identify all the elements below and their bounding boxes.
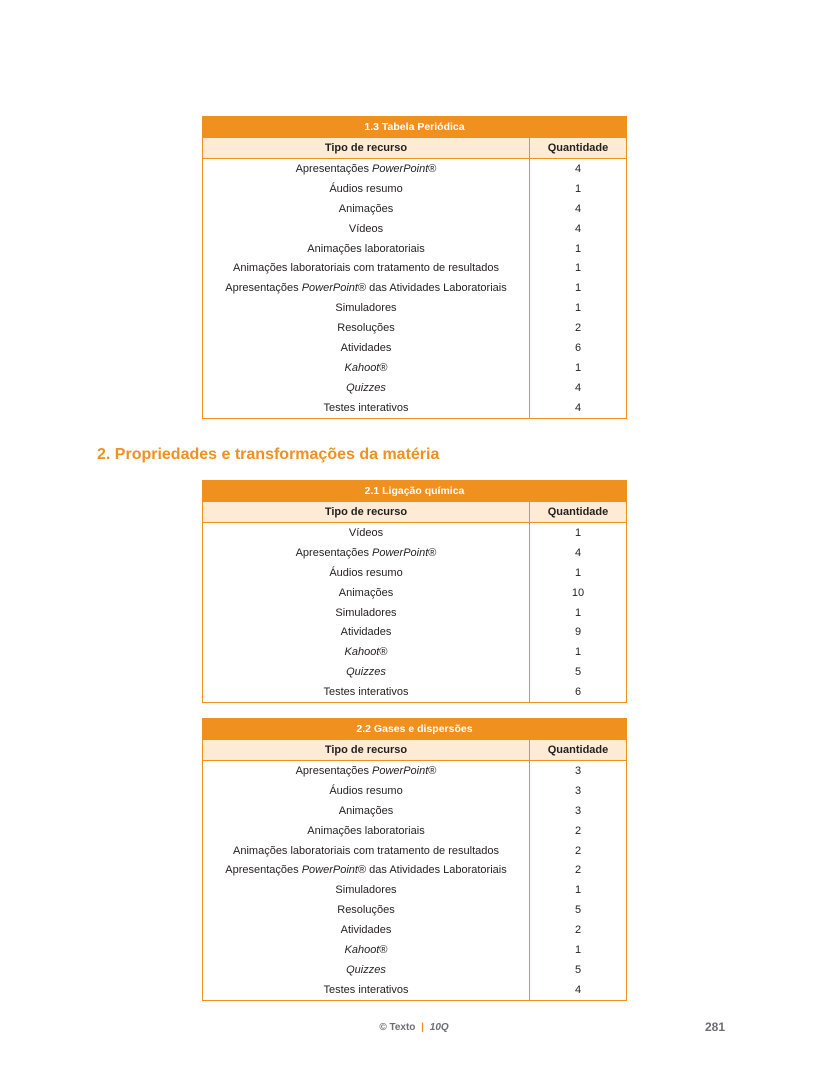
resource-table-gases-dispersoes [202, 718, 627, 1001]
resource-type-text: Resoluções [337, 904, 395, 917]
resource-type-brand: PowerPoint [372, 546, 429, 559]
resource-type-cell [203, 880, 530, 900]
resource-type-cell [203, 622, 530, 642]
quantity-cell: 1 [530, 358, 627, 378]
resource-type-cell [203, 523, 530, 543]
table-row [203, 980, 627, 1000]
resource-type-brand: Kahoot [344, 361, 380, 374]
footer-copyright: © Texto [379, 1022, 416, 1033]
resource-type-text: Resoluções [337, 322, 395, 335]
table-row [203, 278, 627, 298]
resource-type-cell [203, 318, 530, 338]
table-row [203, 841, 627, 861]
quantity-cell: 2 [530, 920, 627, 940]
footer-separator: | [421, 1022, 424, 1033]
table-row [203, 398, 627, 418]
resource-type-cell [203, 239, 530, 259]
resource-type-cell [203, 860, 530, 880]
quantity-cell: 9 [530, 622, 627, 642]
resource-type-cell [203, 358, 530, 378]
quantity-cell: 1 [530, 239, 627, 259]
table-row [203, 801, 627, 821]
quantity-cell: 4 [530, 980, 627, 1000]
quantity-cell: 1 [530, 603, 627, 623]
quantity-cell: 1 [530, 642, 627, 662]
resource-type-text: Apresentações [295, 546, 373, 559]
quantity-cell: 4 [530, 219, 627, 239]
page-number: 281 [705, 1020, 726, 1034]
resource-type-brand: PowerPoint [301, 282, 358, 295]
resource-type-cell [203, 920, 530, 940]
resource-type-text: Testes interativos [323, 401, 409, 414]
table-row [203, 358, 627, 378]
resource-type-cell [203, 821, 530, 841]
resource-type-cell [203, 298, 530, 318]
resource-type-text: Apresentações [295, 162, 373, 175]
resource-type-text: Atividades [340, 341, 392, 354]
quantity-cell: 4 [530, 543, 627, 563]
resource-type-text: Áudios resumo [329, 566, 403, 579]
table-row [203, 900, 627, 920]
table-row [203, 821, 627, 841]
resource-type-cell [203, 219, 530, 239]
table-row [203, 960, 627, 980]
resource-type-brand: Kahoot [344, 646, 380, 659]
resource-type-cell [203, 801, 530, 821]
table-row [203, 543, 627, 563]
quantity-cell: 2 [530, 860, 627, 880]
resource-type-cell [203, 761, 530, 781]
resource-type-text: Simuladores [335, 302, 397, 315]
quantity-cell: 4 [530, 378, 627, 398]
table-row [203, 239, 627, 259]
quantity-cell: 4 [530, 159, 627, 179]
table-row [203, 219, 627, 239]
table-row [203, 860, 627, 880]
resource-type-brand: Quizzes [346, 381, 386, 394]
quantity-cell: 1 [530, 523, 627, 543]
resource-type-text: Simuladores [335, 884, 397, 897]
resource-type-text: Apresentações [295, 764, 373, 777]
resource-type-brand: PowerPoint [301, 864, 358, 877]
resource-type-text: Animações laboratoriais [307, 242, 425, 255]
resource-type-cell [203, 563, 530, 583]
table-row [203, 258, 627, 278]
table-row [203, 179, 627, 199]
resource-type-cell [203, 642, 530, 662]
quantity-cell: 1 [530, 179, 627, 199]
resource-type-text: Animações [338, 202, 394, 215]
resource-type-suffix: ® [428, 764, 437, 777]
resource-type-cell [203, 960, 530, 980]
resource-type-text: Vídeos [348, 222, 384, 235]
quantity-cell: 1 [530, 940, 627, 960]
resource-type-cell [203, 662, 530, 682]
column-header-quantity: Quantidade [530, 502, 627, 523]
resource-type-text: Atividades [340, 626, 392, 639]
resource-type-suffix: ® [428, 162, 437, 175]
resource-type-text: Animações laboratoriais com tratamento de resultados [233, 844, 499, 857]
table-row [203, 603, 627, 623]
resource-type-cell [203, 258, 530, 278]
resource-type-text: Apresentações [225, 864, 302, 877]
resource-type-cell [203, 378, 530, 398]
resource-type-text: Animações laboratoriais [307, 824, 425, 837]
quantity-cell: 3 [530, 761, 627, 781]
table-row [203, 682, 627, 702]
resource-type-text: Testes interativos [323, 686, 409, 699]
quantity-cell: 1 [530, 258, 627, 278]
quantity-cell: 4 [530, 199, 627, 219]
table-row [203, 642, 627, 662]
resource-type-suffix: ® [379, 361, 388, 374]
quantity-cell: 6 [530, 338, 627, 358]
column-header-quantity: Quantidade [530, 138, 627, 159]
quantity-cell: 1 [530, 563, 627, 583]
resource-type-suffix: ® das Atividades Laboratoriais [357, 282, 507, 295]
resource-type-cell [203, 159, 530, 179]
footer-book-code: 10Q [429, 1022, 449, 1033]
resource-type-text: Animações laboratoriais com tratamento de resultados [233, 262, 499, 275]
column-header-type: Tipo de recurso [203, 138, 530, 159]
resource-type-cell [203, 338, 530, 358]
resource-type-cell [203, 781, 530, 801]
table-row [203, 318, 627, 338]
resource-type-cell [203, 603, 530, 623]
quantity-cell: 1 [530, 298, 627, 318]
resource-type-cell [203, 980, 530, 1000]
resource-type-text: Atividades [340, 924, 392, 937]
resource-type-cell [203, 940, 530, 960]
quantity-cell: 4 [530, 398, 627, 418]
resource-type-text: Simuladores [335, 606, 397, 619]
quantity-cell: 3 [530, 801, 627, 821]
quantity-cell: 5 [530, 960, 627, 980]
resource-type-suffix: ® [379, 943, 388, 956]
resource-type-cell [203, 900, 530, 920]
table-row [203, 523, 627, 543]
resource-type-text: Animações [338, 804, 394, 817]
table-row [203, 298, 627, 318]
resource-type-text: Vídeos [348, 526, 384, 539]
resource-type-text: Animações [338, 586, 394, 599]
resource-type-text: Áudios resumo [329, 182, 403, 195]
resource-type-text: Áudios resumo [329, 784, 403, 797]
quantity-cell: 2 [530, 318, 627, 338]
resource-type-cell [203, 179, 530, 199]
resource-type-suffix: ® [379, 646, 388, 659]
quantity-cell: 2 [530, 821, 627, 841]
table-row [203, 563, 627, 583]
table-title: 1.3 Tabela Periódica [203, 117, 627, 138]
table-row [203, 662, 627, 682]
resource-type-brand: PowerPoint [372, 764, 429, 777]
table-row [203, 378, 627, 398]
resource-table-tabela-periodica [202, 116, 627, 419]
resource-type-text: Testes interativos [323, 983, 409, 996]
resource-type-cell [203, 841, 530, 861]
table-row [203, 199, 627, 219]
section-heading: 2. Propriedades e transformações da matéria [97, 446, 440, 463]
resource-type-cell [203, 682, 530, 702]
table-row [203, 940, 627, 960]
resource-table-ligacao-quimica [202, 480, 627, 703]
quantity-cell: 2 [530, 841, 627, 861]
resource-type-text: Apresentações [225, 282, 302, 295]
resource-type-suffix: ® das Atividades Laboratoriais [357, 864, 507, 877]
table-title: 2.2 Gases e dispersões [203, 719, 627, 740]
quantity-cell: 3 [530, 781, 627, 801]
table-title: 2.1 Ligação química [203, 481, 627, 502]
quantity-cell: 6 [530, 682, 627, 702]
column-header-type: Tipo de recurso [203, 502, 530, 523]
resource-type-cell [203, 543, 530, 563]
resource-type-cell [203, 398, 530, 418]
resource-type-brand: Quizzes [346, 666, 386, 679]
resource-type-brand: Quizzes [346, 963, 386, 976]
table-row [203, 761, 627, 781]
resource-type-brand: PowerPoint [372, 162, 429, 175]
quantity-cell: 10 [530, 583, 627, 603]
quantity-cell: 1 [530, 278, 627, 298]
footer-credit [0, 1022, 828, 1033]
column-header-type: Tipo de recurso [203, 740, 530, 761]
resource-type-brand: Kahoot [344, 943, 380, 956]
table-row [203, 622, 627, 642]
table-row [203, 338, 627, 358]
table-row [203, 880, 627, 900]
table-row [203, 159, 627, 179]
quantity-cell: 1 [530, 880, 627, 900]
quantity-cell: 5 [530, 662, 627, 682]
resource-type-suffix: ® [428, 546, 437, 559]
resource-type-cell [203, 199, 530, 219]
resource-type-cell [203, 278, 530, 298]
table-row [203, 781, 627, 801]
resource-type-cell [203, 583, 530, 603]
table-row [203, 583, 627, 603]
table-row [203, 920, 627, 940]
column-header-quantity: Quantidade [530, 740, 627, 761]
quantity-cell: 5 [530, 900, 627, 920]
